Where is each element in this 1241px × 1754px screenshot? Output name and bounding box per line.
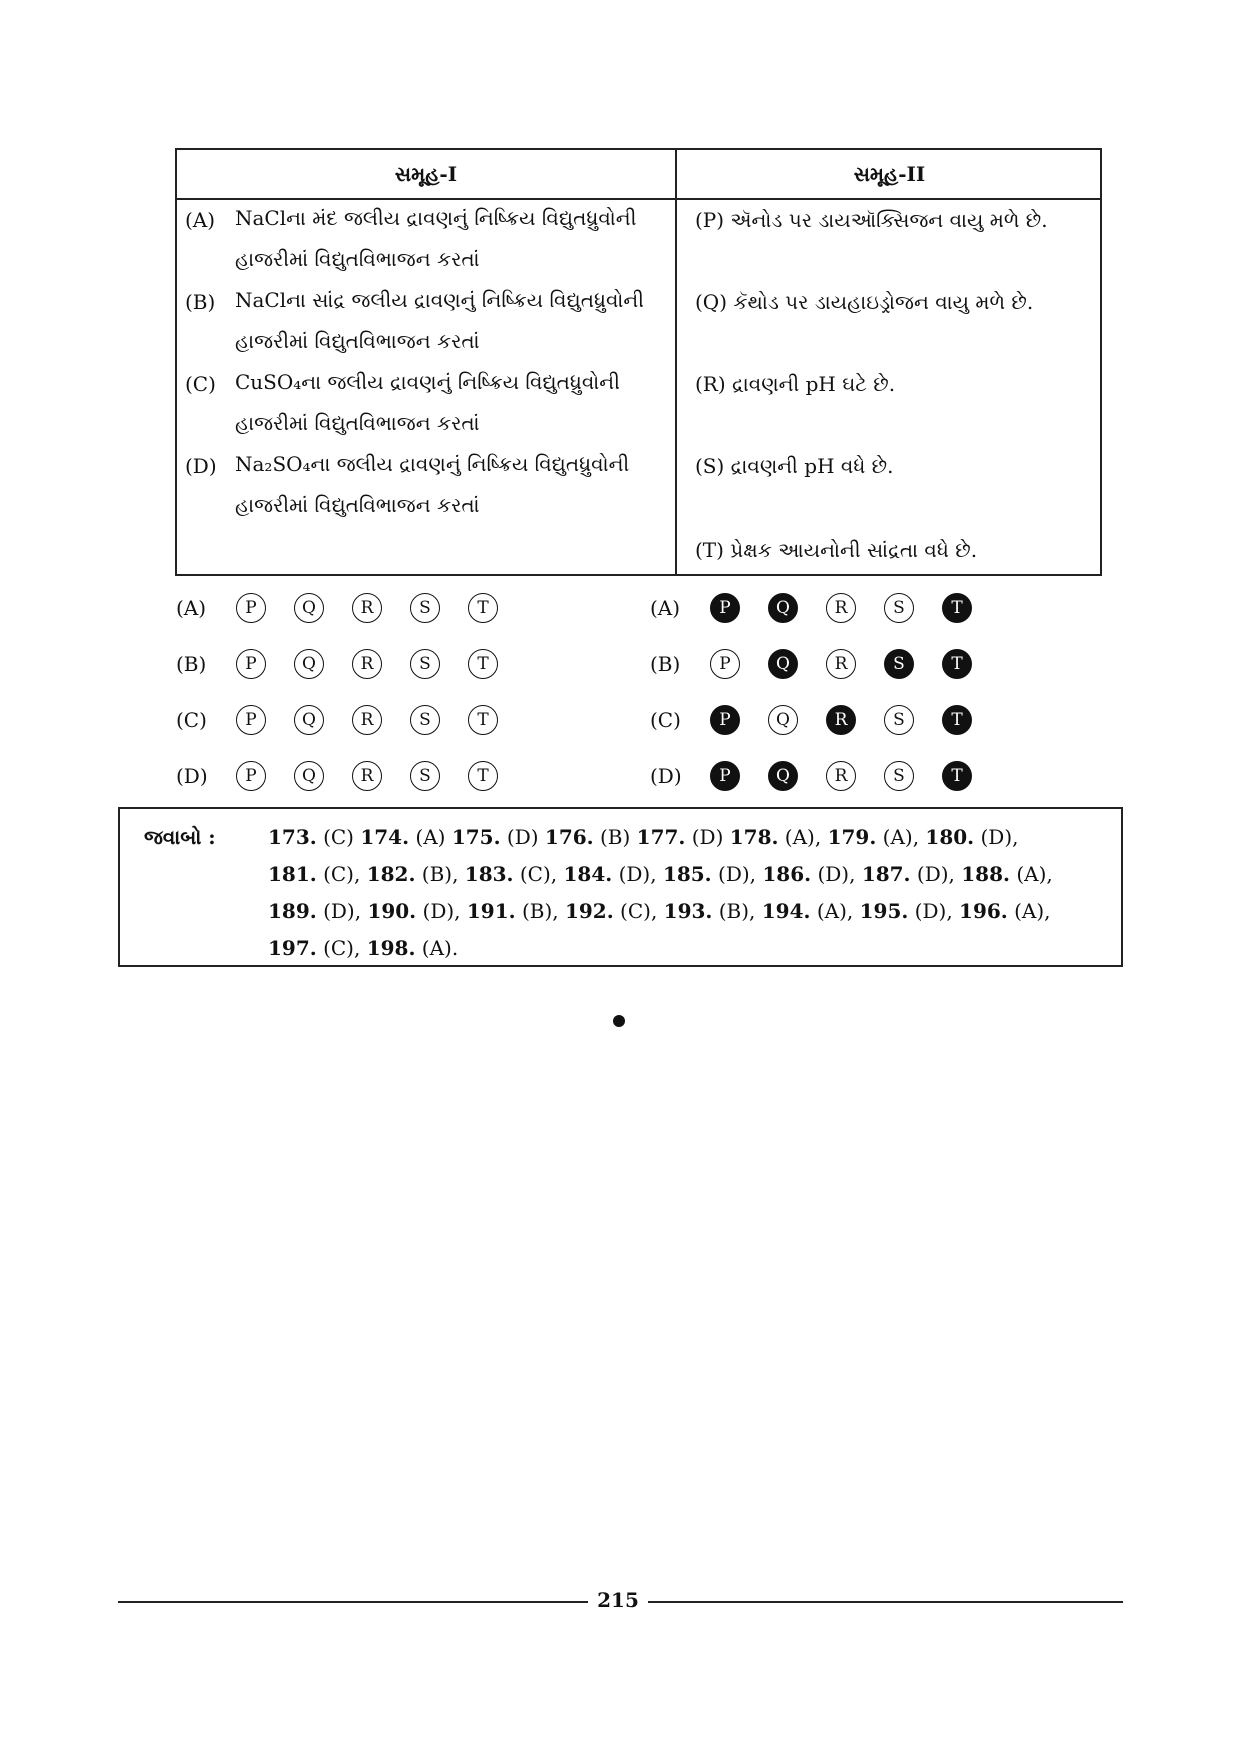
omr-row-label: (D) xyxy=(176,764,208,788)
omr-bubble-q: Q xyxy=(294,705,324,735)
question-number: 181. xyxy=(268,862,317,886)
group-1-item-b xyxy=(183,290,671,372)
group-1-item-a xyxy=(183,208,671,290)
question-number: 176. xyxy=(544,825,594,849)
table-vertical-divider xyxy=(675,150,677,574)
question-number: 193. xyxy=(663,899,713,923)
omr-bubble-p: P xyxy=(710,593,740,623)
answer-option: (D) xyxy=(685,825,730,849)
question-number: 173. xyxy=(268,825,317,849)
omr-bubble-p: P xyxy=(710,705,740,735)
omr-bubble-q: Q xyxy=(294,761,324,791)
answer-option: (A), xyxy=(778,825,828,849)
item-text-line1: CuSO₄ના જલીય દ્રાવણનું નિષ્ક્રિય વિદ્યુતધ્રુવોની xyxy=(235,370,620,394)
omr-row xyxy=(650,647,1000,681)
item-text-line1: NaClના મંદ જલીય દ્રાવણનું નિષ્ક્રિય વિદ્યુતધ્રુવોની xyxy=(235,206,637,230)
item-label: (C) xyxy=(185,372,216,396)
question-number: 196. xyxy=(959,899,1008,923)
footer-rule-left xyxy=(118,1601,588,1603)
answer-option: (A) xyxy=(409,825,452,849)
answer-option: (C) xyxy=(316,825,361,849)
omr-bubble-t: T xyxy=(942,593,972,623)
question-number: 191. xyxy=(466,899,516,923)
omr-bubble-p: P xyxy=(710,649,740,679)
omr-row-label: (B) xyxy=(176,652,207,676)
omr-bubble-s: S xyxy=(884,761,914,791)
omr-row-label: (A) xyxy=(176,596,207,620)
column-header-group-1: સમૂહ-I xyxy=(394,162,458,186)
answer-option: (D), xyxy=(612,862,663,886)
omr-row xyxy=(176,759,526,793)
omr-bubble-t: T xyxy=(468,649,498,679)
answer-option: (B) xyxy=(593,825,637,849)
omr-bubble-t: T xyxy=(468,761,498,791)
omr-bubble-p: P xyxy=(236,649,266,679)
answer-option: (D), xyxy=(316,899,368,923)
item-text-line2: હાજરીમાં વિદ્યુતવિભાજન કરતાં xyxy=(235,411,480,435)
question-number: 175. xyxy=(451,825,501,849)
omr-row xyxy=(650,591,1000,625)
omr-bubble-s: S xyxy=(410,761,440,791)
group-2-item-q: (Q) કૅથોડ પર ડાયહાઇડ્રોજન વાયુ મળે છે. xyxy=(695,290,1034,314)
answer-option: (C), xyxy=(316,862,367,886)
question-number: 185. xyxy=(662,862,712,886)
answer-key-title: જવાબો : xyxy=(144,825,216,849)
omr-bubble-r: R xyxy=(826,649,856,679)
item-text-line1: NaClના સાંદ્ર જલીય દ્રાવણનું નિષ્ક્રિય વિદ્યુતધ્રુવોની xyxy=(235,288,645,312)
omr-bubble-s: S xyxy=(410,649,440,679)
answer-option: (B), xyxy=(712,899,762,923)
item-label: (A) xyxy=(185,208,216,232)
omr-bubble-p: P xyxy=(236,593,266,623)
omr-bubble-r: R xyxy=(352,705,382,735)
answer-key-box xyxy=(118,807,1123,967)
question-number: 178. xyxy=(729,825,779,849)
omr-bubble-r: R xyxy=(352,761,382,791)
omr-bubble-t: T xyxy=(468,593,498,623)
item-label: (B) xyxy=(185,290,216,314)
answer-option: (A), xyxy=(876,825,926,849)
item-text-line2: હાજરીમાં વિદ્યુતવિભાજન કરતાં xyxy=(235,247,480,271)
omr-row xyxy=(176,591,526,625)
omr-bubble-q: Q xyxy=(768,649,798,679)
omr-bubble-s: S xyxy=(410,593,440,623)
question-number: 186. xyxy=(762,862,812,886)
omr-row xyxy=(650,703,1000,737)
answer-option: (A), xyxy=(1007,899,1051,923)
match-table xyxy=(175,148,1102,576)
omr-bubble-p: P xyxy=(710,761,740,791)
group-2-item-p: (P) ઍનોડ પર ડાયઑક્સિજન વાયુ મળે છે. xyxy=(695,208,1048,232)
question-number: 188. xyxy=(961,862,1010,886)
omr-bubble-r: R xyxy=(352,593,382,623)
page-number: 215 xyxy=(597,1588,639,1612)
answer-line xyxy=(268,862,1053,886)
answer-line xyxy=(268,825,1019,849)
answer-option: (D), xyxy=(811,862,862,886)
question-number: 180. xyxy=(925,825,975,849)
answer-option: (D), xyxy=(908,899,960,923)
omr-bubble-s: S xyxy=(410,705,440,735)
omr-row-label: (C) xyxy=(176,708,207,732)
question-number: 177. xyxy=(636,825,686,849)
answer-option: (B), xyxy=(515,899,565,923)
omr-bubble-r: R xyxy=(826,761,856,791)
omr-bubble-r: R xyxy=(826,593,856,623)
omr-bubble-q: Q xyxy=(768,593,798,623)
question-number: 198. xyxy=(366,936,416,960)
question-number: 184. xyxy=(563,862,613,886)
item-text-line2: હાજરીમાં વિદ્યુતવિભાજન કરતાં xyxy=(235,493,480,517)
item-text-line2: હાજરીમાં વિદ્યુતવિભાજન કરતાં xyxy=(235,329,480,353)
item-text-line1: Na₂SO₄ના જલીય દ્રાવણનું નિષ્ક્રિય વિદ્યુતધ્રુવોની xyxy=(235,452,630,476)
question-number: 189. xyxy=(268,899,317,923)
group-2-item-r: (R) દ્રાવણની pH ઘટે છે. xyxy=(695,372,896,396)
answer-option: (D), xyxy=(711,862,763,886)
answer-line xyxy=(268,936,458,960)
group-1-item-c xyxy=(183,372,671,454)
footer-rule-right xyxy=(648,1601,1123,1603)
omr-bubble-t: T xyxy=(942,649,972,679)
group-2-item-t: (T) પ્રેક્ષક આયનોની સાંદ્રતા વધે છે. xyxy=(695,538,978,562)
omr-bubble-p: P xyxy=(236,761,266,791)
omr-row-label: (C) xyxy=(650,708,681,732)
omr-bubble-q: Q xyxy=(294,593,324,623)
question-number: 179. xyxy=(827,825,877,849)
answer-option: (B), xyxy=(415,862,465,886)
question-number: 197. xyxy=(268,936,317,960)
item-label: (D) xyxy=(185,454,217,478)
omr-bubble-t: T xyxy=(468,705,498,735)
omr-bubble-s: S xyxy=(884,593,914,623)
question-number: 182. xyxy=(366,862,416,886)
omr-row-label: (D) xyxy=(650,764,682,788)
answer-option: (C), xyxy=(316,936,367,960)
answer-option: (A). xyxy=(415,936,459,960)
omr-bubble-q: Q xyxy=(768,705,798,735)
omr-bubble-t: T xyxy=(942,761,972,791)
omr-row xyxy=(650,759,1000,793)
group-1-item-d xyxy=(183,454,671,536)
omr-row-label: (B) xyxy=(650,652,681,676)
question-number: 190. xyxy=(367,899,417,923)
omr-row-label: (A) xyxy=(650,596,681,620)
answer-option: (A), xyxy=(1009,862,1053,886)
question-number: 195. xyxy=(859,899,909,923)
answer-option: (D) xyxy=(500,825,545,849)
omr-row xyxy=(176,703,526,737)
omr-bubble-q: Q xyxy=(768,761,798,791)
omr-bubble-r: R xyxy=(352,649,382,679)
column-header-group-2: સમૂહ-II xyxy=(853,162,926,186)
omr-bubble-s: S xyxy=(884,705,914,735)
answer-option: (D), xyxy=(416,899,467,923)
group-1-column xyxy=(183,208,671,536)
question-number: 194. xyxy=(761,899,811,923)
question-number: 187. xyxy=(861,862,911,886)
answer-line xyxy=(268,899,1051,923)
omr-bubble-s: S xyxy=(884,649,914,679)
omr-row xyxy=(176,647,526,681)
group-2-item-s: (S) દ્રાવણની pH વધે છે. xyxy=(695,454,894,478)
group-2-column xyxy=(695,208,1095,562)
omr-bubble-t: T xyxy=(942,705,972,735)
question-number: 174. xyxy=(360,825,410,849)
section-end-dot xyxy=(613,1015,625,1027)
question-number: 192. xyxy=(564,899,614,923)
omr-bubble-p: P xyxy=(236,705,266,735)
answer-option: (D), xyxy=(910,862,962,886)
question-number: 183. xyxy=(464,862,514,886)
answer-option: (D), xyxy=(974,825,1019,849)
answer-option: (C), xyxy=(513,862,564,886)
answer-option: (C), xyxy=(613,899,664,923)
answer-option: (A), xyxy=(810,899,860,923)
omr-bubble-q: Q xyxy=(294,649,324,679)
omr-bubble-r: R xyxy=(826,705,856,735)
